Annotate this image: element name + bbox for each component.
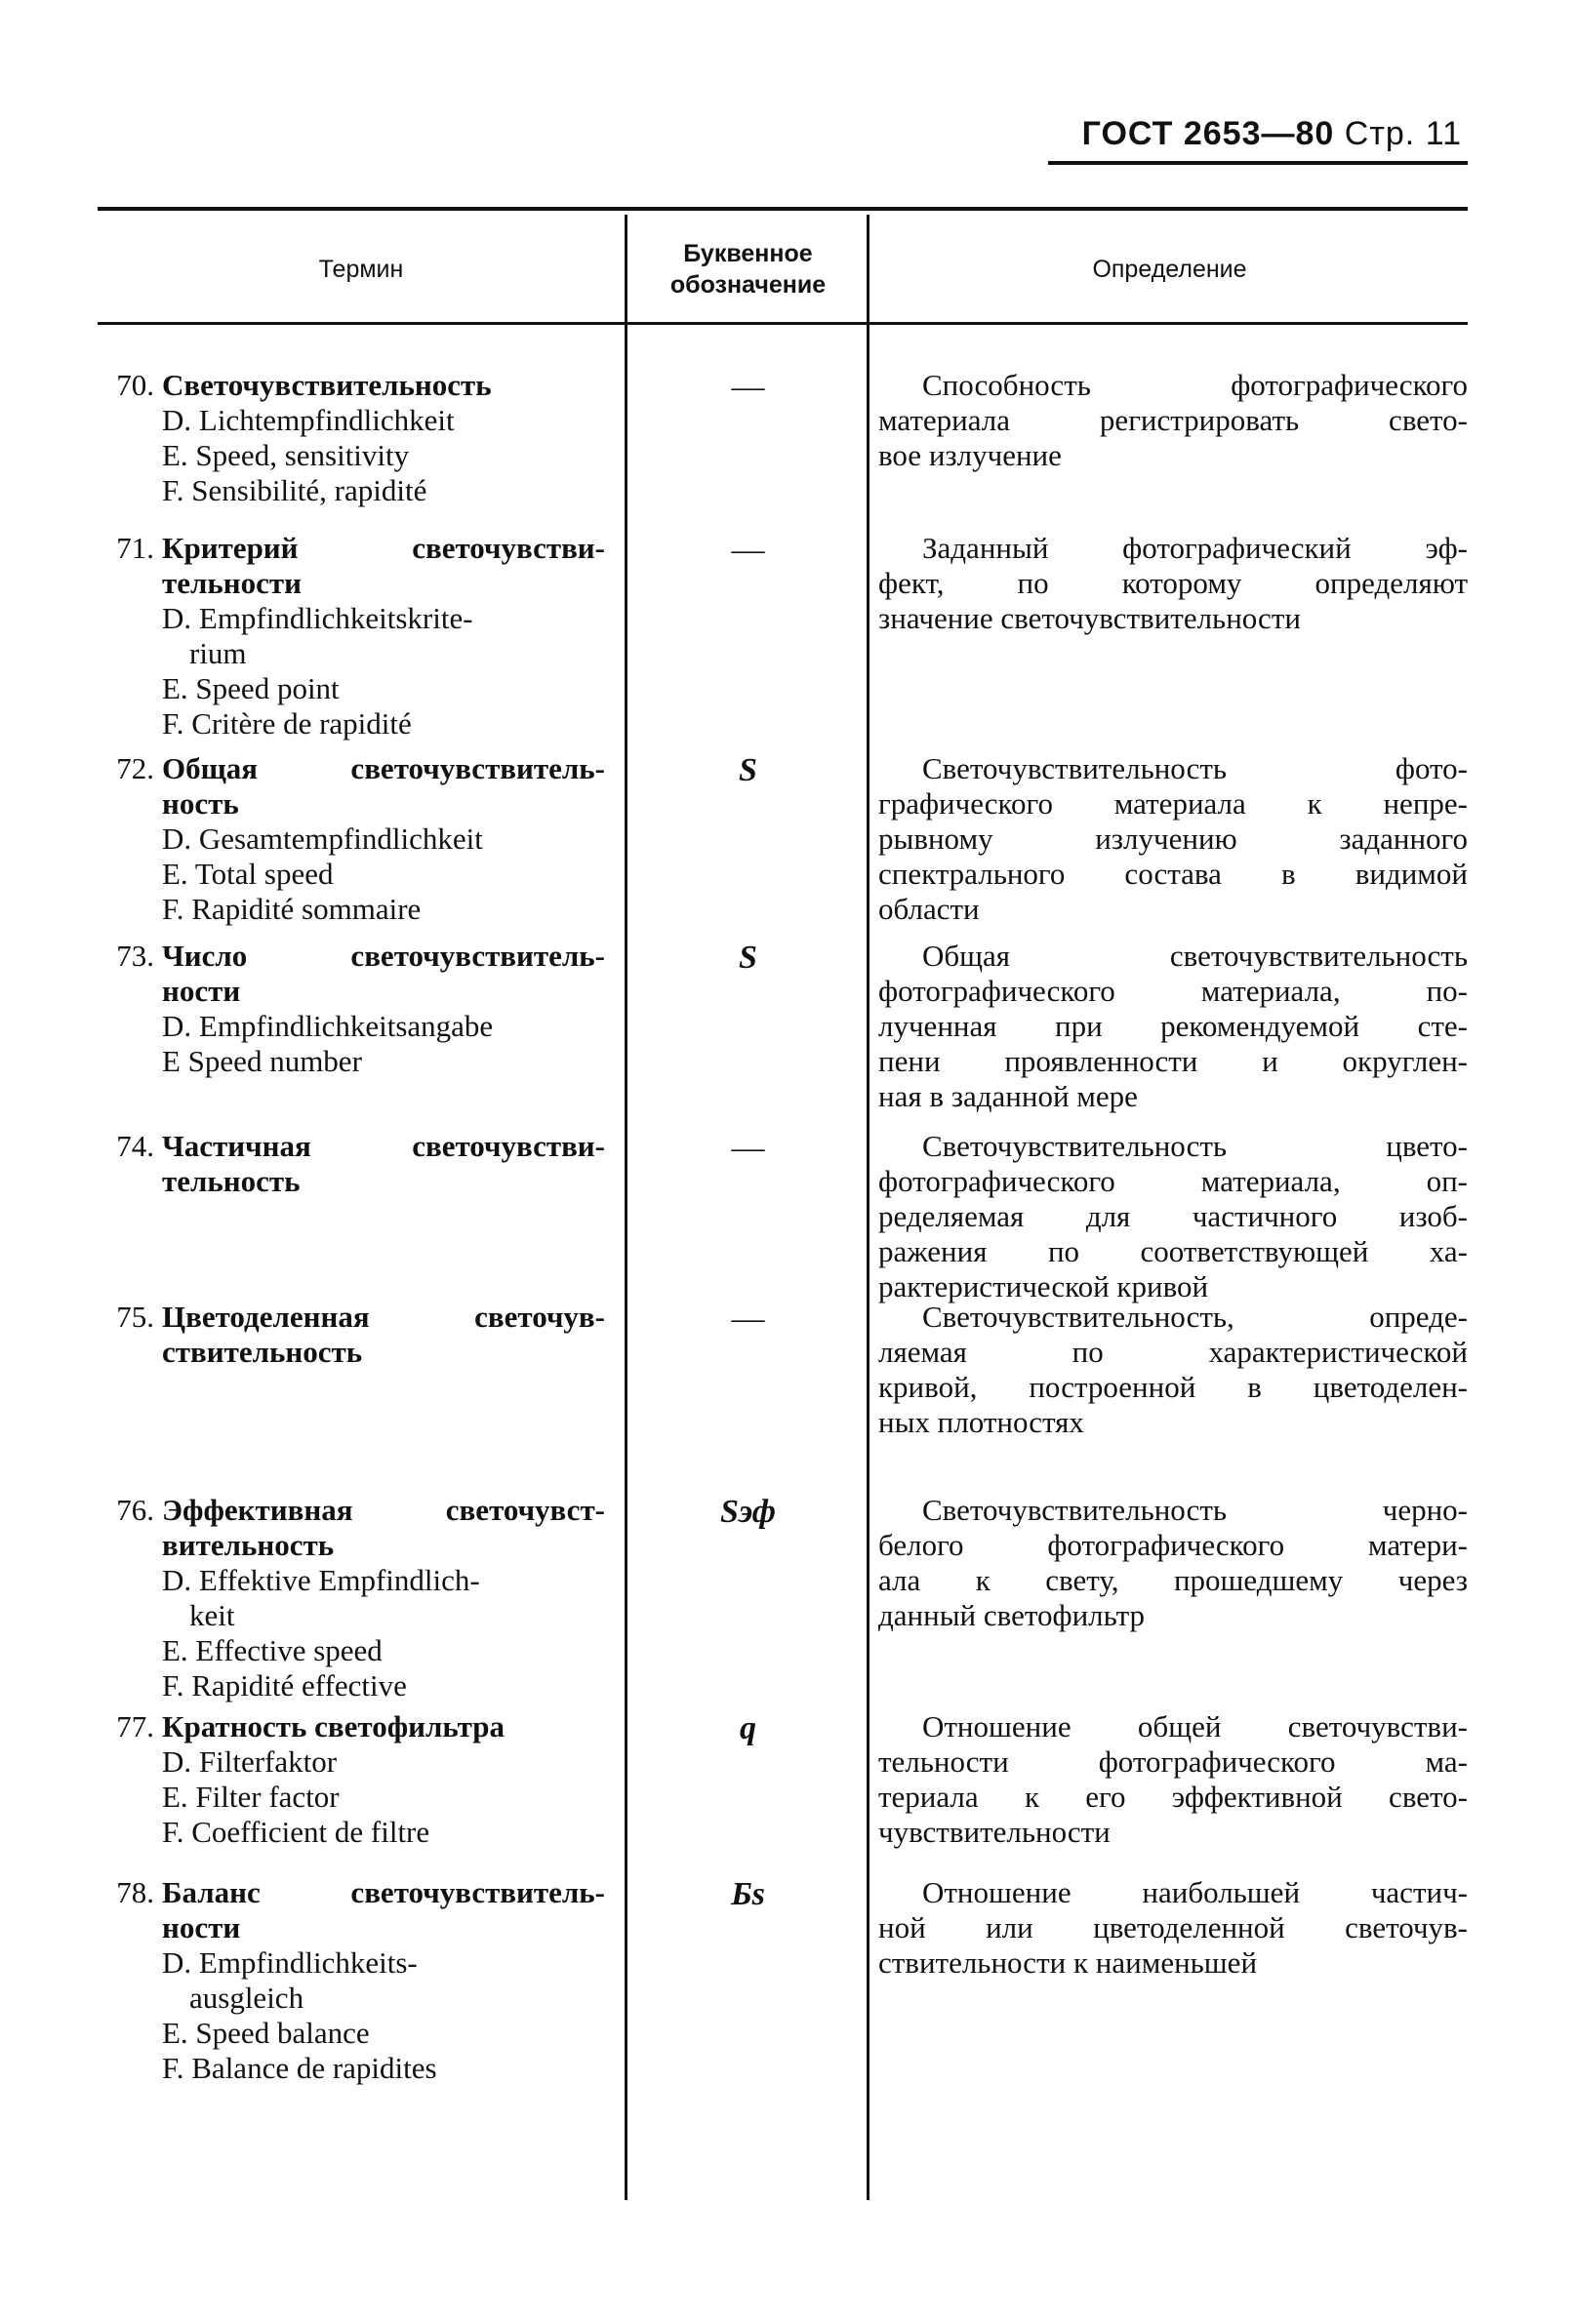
symbol-cell: — (731, 532, 765, 568)
term-name-line: тельности (162, 566, 302, 600)
symbol-cell: S (739, 940, 757, 976)
term-equivalent: E. Total speed (162, 857, 334, 891)
standard-number: ГОСТ 2653—80 (1081, 115, 1335, 152)
definition-cell (878, 1875, 1468, 1981)
term-equivalent: D. Gesamtempfindlichkeit (162, 821, 483, 856)
column-header-symbol (629, 219, 867, 320)
symbol-cell: q (740, 1710, 756, 1746)
term-equivalent: E. Speed, sensitivity (162, 438, 410, 472)
term-equivalent: F. Rapidité sommaire (162, 892, 422, 926)
term-name-line: Цветоделенная светочув- (162, 1300, 605, 1334)
term-equivalent: F. Critère de rapidité (162, 706, 412, 741)
term-equivalent: F. Coefficient de filtre (162, 1815, 430, 1849)
term-name-line: Светочувствительность (162, 368, 492, 402)
page-number: Стр. 11 (1344, 115, 1462, 152)
term-number: 72. (116, 751, 154, 785)
term-name-line: ность (162, 786, 239, 821)
term-cell (98, 531, 605, 741)
term-name-line: ности (162, 1910, 241, 1944)
definition-line: ражения по соответствующей ха- (878, 1234, 1468, 1268)
term-equivalent: D. Empfindlichkeitsangabe (162, 1009, 494, 1043)
term-equivalent: F. Sensibilité, rapidité (162, 473, 427, 507)
term-name-line: Общая светочувствитель- (162, 751, 605, 785)
definition-line: тельности фотографического ма- (878, 1744, 1468, 1779)
definition-cell (878, 531, 1468, 636)
definition-line: кривой, построенной в цветоделен- (878, 1370, 1468, 1404)
symbol-cell: S (739, 752, 757, 788)
terms-table (98, 207, 1468, 2207)
definition-line: чувствительности (878, 1815, 1111, 1849)
definition-cell (878, 1129, 1468, 1304)
column-header-symbol-line2: обозначение (669, 271, 827, 299)
column-divider-2 (867, 215, 869, 2200)
term-name-line: Число светочувствитель- (162, 939, 605, 973)
term-equivalent: E. Speed balance (162, 2016, 370, 2050)
definition-line: Светочувствительность фото- (922, 751, 1468, 785)
definition-cell (878, 1300, 1468, 1440)
page-header (1082, 115, 1462, 153)
definition-line: фотографического материала, по- (878, 974, 1468, 1008)
definition-line: Способность фотографического (922, 368, 1468, 402)
definition-line: ных плотностях (878, 1405, 1084, 1439)
term-name-line: вительность (162, 1528, 335, 1562)
definition-line: данный светофильтр (878, 1598, 1146, 1632)
definition-line: Отношение общей светочувстви- (922, 1709, 1468, 1743)
definition-line: спектрального состава в видимой (878, 857, 1468, 891)
term-cell (98, 1129, 605, 1199)
term-number: 76. (116, 1493, 154, 1527)
definition-cell (878, 368, 1468, 473)
symbol-cell: — (731, 369, 765, 405)
column-header-term: Термин (318, 256, 404, 283)
term-name-line: ствительность (162, 1335, 363, 1369)
column-header-symbol-line1: Буквенное (683, 240, 813, 267)
definition-line: Отношение наибольшей частич- (922, 1875, 1468, 1909)
definition-line: графического материала к непре- (878, 786, 1468, 821)
definition-line: ной или цветоделенной светочув- (878, 1910, 1468, 1944)
term-name-line: Частичная светочувстви- (162, 1129, 605, 1163)
definition-line: фотографического материала, оп- (878, 1164, 1468, 1198)
definition-line: рывному излучению заданного (878, 821, 1468, 856)
term-equivalent: rium (189, 636, 247, 670)
definition-line: ная в заданной мере (878, 1079, 1138, 1113)
term-cell (98, 1709, 605, 1850)
definition-line: ствительности к наименьшей (878, 1945, 1258, 1980)
symbol-cell: — (731, 1301, 765, 1337)
definition-line: Светочувствительность цвето- (922, 1129, 1468, 1163)
definition-cell (878, 939, 1468, 1114)
term-equivalent: E Speed number (162, 1044, 362, 1078)
term-cell (98, 751, 605, 927)
definition-line: ределяемая для частичного изоб- (878, 1199, 1468, 1233)
definition-line: значение светочувствительности (878, 601, 1301, 635)
table-header-rule (98, 322, 1468, 325)
term-equivalent: F. Balance de rapidites (162, 2051, 437, 2085)
definition-cell (878, 1493, 1468, 1633)
term-equivalent: E. Filter factor (162, 1780, 340, 1814)
definition-line: ляемая по характеристической (878, 1335, 1468, 1369)
term-name-line: Кратность светофильтра (162, 1709, 505, 1743)
symbol-cell: Бs (731, 1876, 765, 1912)
table-top-rule (98, 207, 1468, 211)
definition-line: Заданный фотографический эф- (922, 531, 1468, 565)
term-equivalent: F. Rapidité effective (162, 1668, 407, 1703)
definition-line: пени проявленности и округлен- (878, 1044, 1468, 1078)
term-cell (98, 368, 605, 508)
term-equivalent: D. Effektive Empfindlich- (162, 1563, 480, 1597)
term-name-line: Эффективная светочувст- (162, 1493, 605, 1527)
definition-line: ала к свету, прошедшему через (878, 1563, 1468, 1597)
definition-line: области (878, 892, 980, 926)
term-equivalent: E. Speed point (162, 671, 340, 705)
definition-line: материала регистрировать свето- (878, 403, 1468, 437)
definition-line: фект, по которому определяют (878, 566, 1468, 600)
term-number: 73. (116, 939, 154, 973)
symbol-cell: Sэф (720, 1494, 776, 1530)
term-number: 77. (116, 1709, 154, 1743)
term-equivalent: keit (189, 1598, 235, 1632)
term-cell (98, 939, 605, 1079)
term-number: 71. (116, 531, 154, 565)
definition-line: Светочувствительность черно- (922, 1493, 1468, 1527)
column-header-definition: Определение (1092, 256, 1247, 283)
symbol-cell: — (731, 1130, 765, 1166)
column-divider-1 (625, 215, 627, 2200)
definition-line: териала к его эффективной свето- (878, 1780, 1468, 1814)
term-number: 74. (116, 1129, 154, 1163)
term-equivalent: D. Lichtempfindlichkeit (162, 403, 455, 437)
term-equivalent: E. Effective speed (162, 1633, 383, 1667)
term-name-line: Критерий светочувстви- (162, 531, 605, 565)
definition-line: вое излучение (878, 438, 1062, 472)
header-rule (1048, 161, 1468, 165)
definition-cell (878, 1709, 1468, 1850)
term-name-line: ности (162, 974, 241, 1008)
term-number: 70. (116, 368, 154, 402)
term-equivalent: D. Empfindlichkeits- (162, 1945, 418, 1980)
term-name-line: тельность (162, 1164, 301, 1198)
definition-line: белого фотографического матери- (878, 1528, 1468, 1562)
term-number: 78. (116, 1875, 154, 1909)
term-equivalent: ausgleich (189, 1981, 304, 2015)
term-number: 75. (116, 1300, 154, 1334)
term-equivalent: D. Empfindlichkeitskrite- (162, 601, 473, 635)
definition-line: Общая светочувствительность (922, 939, 1468, 973)
definition-line: Светочувствительность, опреде- (922, 1300, 1468, 1334)
definition-line: лученная при рекомендуемой сте- (878, 1009, 1468, 1043)
definition-line: рактеристической кривой (878, 1269, 1209, 1303)
definition-cell (878, 751, 1468, 927)
term-cell (98, 1875, 605, 2086)
term-name-line: Баланс светочувствитель- (162, 1875, 605, 1909)
term-equivalent: D. Filterfaktor (162, 1744, 338, 1779)
term-cell (98, 1300, 605, 1370)
term-cell (98, 1493, 605, 1703)
